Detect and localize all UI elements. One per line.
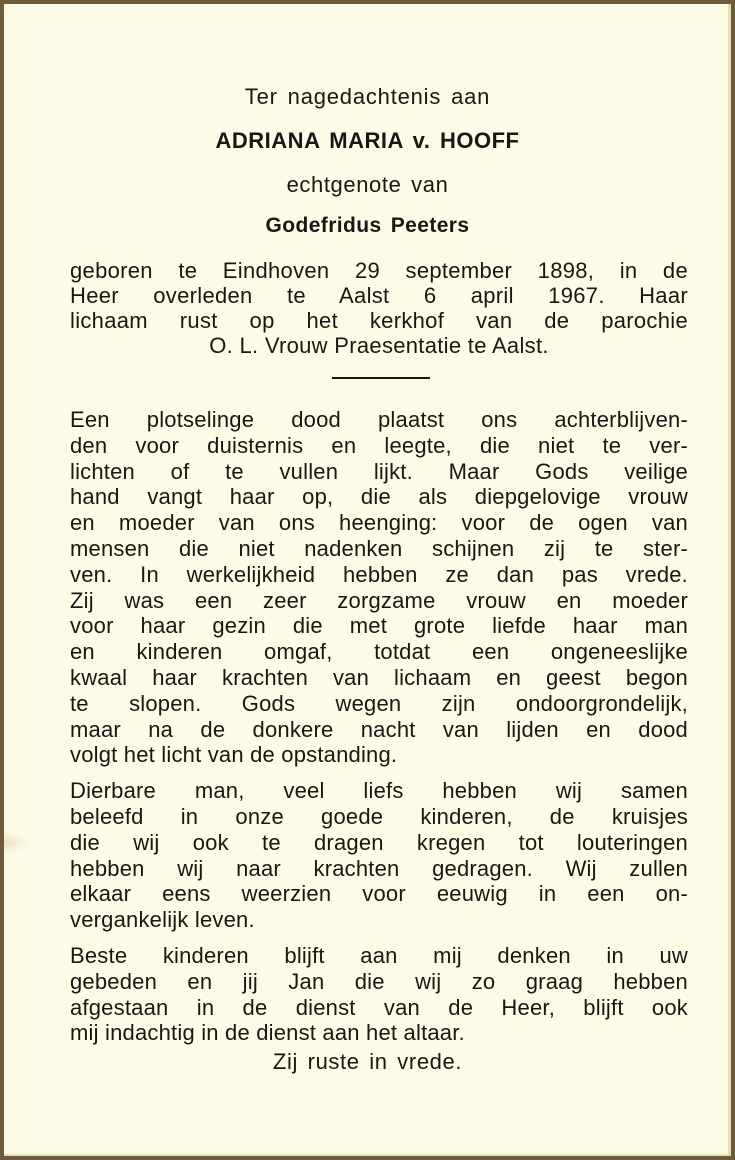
text-line: beleefd in onze goede kinderen, de kruisjes <box>70 803 688 829</box>
birth-line: Heer overleden te Aalst 6 april 1967. Haar <box>70 283 688 308</box>
paragraph-memorial <box>70 407 688 768</box>
text-line: den voor duisternis en leegte, die niet te ver- <box>70 432 688 458</box>
birth-line: O. L. Vrouw Praesentatie te Aalst. <box>209 333 549 358</box>
husband-name: Godefridus Peeters <box>265 214 470 237</box>
closing-line: Zij ruste in vrede. <box>272 1049 463 1074</box>
paper-scuff <box>4 832 30 854</box>
birth-death-details <box>70 258 688 358</box>
text-line: mij indachtig in de dienst aan het altaar. <box>70 1020 465 1046</box>
text-line: lichten of te vullen lijkt. Maar Gods veilige <box>70 458 688 484</box>
text-line: en moeder van ons heenging: voor de ogen van <box>70 510 688 536</box>
paragraph-children <box>70 943 688 1046</box>
text-line: vergankelijk leven. <box>70 907 255 933</box>
text-line: ven. In werkelijkheid hebben ze dan pas vrede. <box>70 561 688 587</box>
deceased-name: ADRIANA MARIA v. HOOFF <box>215 128 520 153</box>
text-line: hebben wij naar krachten gedragen. Wij zullen <box>70 855 688 881</box>
text-line: mensen die niet nadenken schijnen zij te ster- <box>70 535 688 561</box>
memorial-card <box>4 4 731 1156</box>
text-line: gebeden en jij Jan die wij zo graag hebben <box>70 968 688 994</box>
memorial-text <box>70 407 688 1056</box>
text-line: maar na de donkere nacht van lijden en dood <box>70 716 688 742</box>
relation-line: echtgenote van <box>286 172 449 197</box>
paragraph-husband <box>70 778 688 933</box>
birth-line: geboren te Eindhoven 29 september 1898, in de <box>70 258 688 283</box>
text-line: volgt het licht van de opstanding. <box>70 742 398 768</box>
text-line: Een plotselinge dood plaatst ons achterblijven- <box>70 407 688 432</box>
birth-line: lichaam rust op het kerkhof van de parochie <box>70 308 688 333</box>
text-line: die wij ook te dragen kregen tot louteringen <box>70 829 688 855</box>
text-line: voor haar gezin die met grote liefde haar man <box>70 613 688 639</box>
text-line: afgestaan in de dienst van de Heer, blijft ook <box>70 994 688 1020</box>
intro-line: Ter nagedachtenis aan <box>244 84 491 109</box>
text-line: kwaal haar krachten van lichaam en geest begon <box>70 664 688 690</box>
text-line: elkaar eens weerzien voor eeuwig in een on- <box>70 881 688 907</box>
text-line: en kinderen omgaf, totdat een ongeneeslijke <box>70 639 688 665</box>
text-line: Beste kinderen blijft aan mij denken in uw <box>70 942 688 968</box>
text-line: Zij was een zeer zorgzame vrouw en moeder <box>70 587 688 613</box>
text-line: Dierbare man, veel liefs hebben wij samen <box>70 778 688 804</box>
text-line: te slopen. Gods wegen zijn ondoorgrondelijk, <box>70 690 688 716</box>
text-line: hand vangt haar op, die als diepgelovige vrouw <box>70 484 688 510</box>
divider-rule <box>332 377 430 379</box>
